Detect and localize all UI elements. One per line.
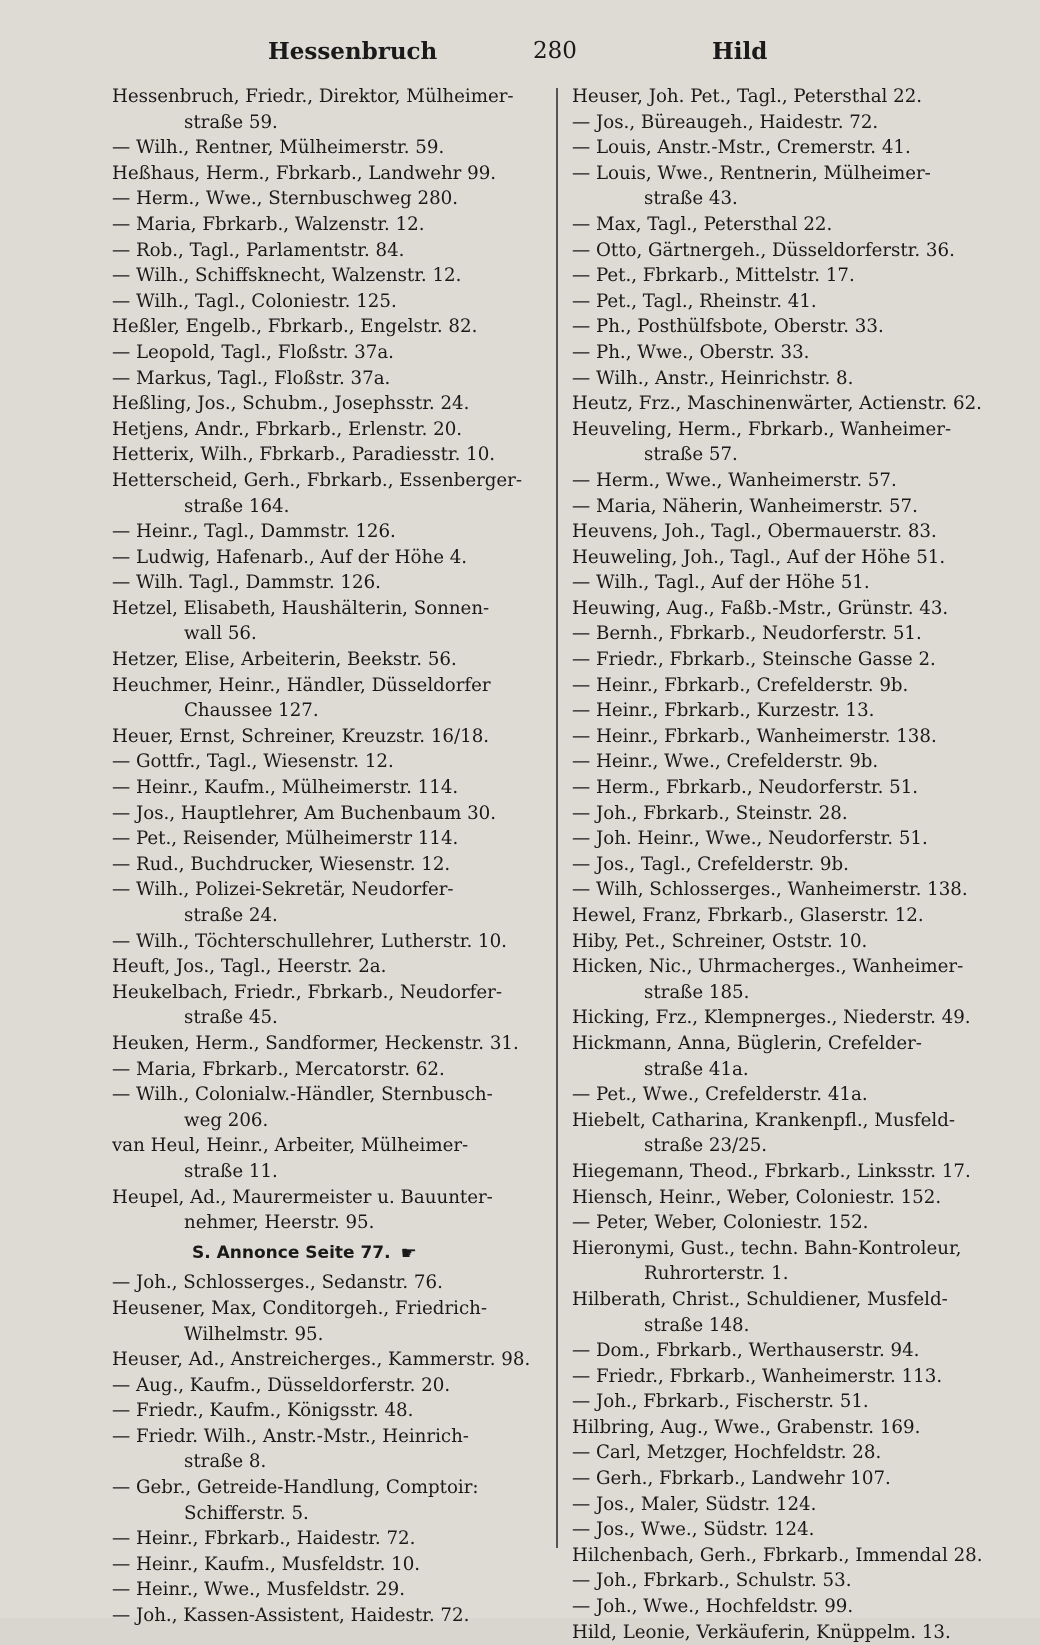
directory-line: Hild, Leonie, Verkäuferin, Knüppelm. 13. — [572, 1621, 951, 1643]
directory-line: Hieronymi, Gust., techn. Bahn-Kontroleur, — [572, 1237, 962, 1259]
annonce-text: S. Annonce Seite 77. — [192, 1242, 391, 1263]
directory-line: nehmer, Heerstr. 95. — [184, 1212, 375, 1234]
directory-line: — Jos., Maler, Südstr. 124. — [572, 1493, 817, 1515]
directory-line: Hetjens, Andr., Fbrkarb., Erlenstr. 20. — [112, 418, 463, 440]
directory-line: — Friedr. Wilh., Anstr.-Mstr., Heinrich- — [112, 1425, 469, 1447]
header-first-name: Hessenbruch — [268, 38, 438, 65]
left-entries — [112, 84, 552, 1236]
directory-line: — Dom., Fbrkarb., Werthauserstr. 94. — [572, 1340, 920, 1362]
directory-line: — Friedr., Fbrkarb., Wanheimerstr. 113. — [572, 1365, 943, 1387]
directory-line: Heuweling, Joh., Tagl., Auf der Höhe 51. — [572, 546, 946, 568]
directory-line: Hicking, Frz., Klempnerges., Niederstr. 49. — [572, 1007, 971, 1029]
directory-line: straße 148. — [644, 1314, 750, 1336]
directory-line: Hiby, Pet., Schreiner, Oststr. 10. — [572, 930, 868, 952]
left-column — [112, 84, 552, 1629]
directory-line: — Wilh., Polizei-Sekretär, Neudorfer- — [112, 879, 454, 901]
annonce-reference — [112, 1241, 552, 1267]
directory-line: — Herm., Wwe., Wanheimerstr. 57. — [572, 469, 897, 491]
directory-line: — Joh., Schlosserges., Sedanstr. 76. — [112, 1272, 443, 1294]
directory-line: — Joh. Heinr., Wwe., Neudorferstr. 51. — [572, 828, 928, 850]
directory-line: — Joh., Fbrkarb., Fischerstr. 51. — [572, 1391, 869, 1413]
column-divider — [556, 88, 558, 1548]
directory-line: — Wilh., Rentner, Mülheimerstr. 59. — [112, 137, 445, 159]
directory-line: straße 11. — [184, 1160, 278, 1182]
directory-line: Heßler, Engelb., Fbrkarb., Engelstr. 82. — [112, 316, 478, 338]
directory-line: Hickmann, Anna, Büglerin, Crefelder- — [572, 1032, 922, 1054]
pointing-hand-icon: ☛ — [400, 1242, 417, 1264]
directory-line: Heuwing, Aug., Faßb.-Mstr., Grünstr. 43. — [572, 597, 949, 619]
directory-line: — Ph., Wwe., Oberstr. 33. — [572, 341, 810, 363]
directory-line: — Pet., Fbrkarb., Mittelstr. 17. — [572, 265, 855, 287]
directory-line: — Gerh., Fbrkarb., Landwehr 107. — [572, 1468, 891, 1490]
directory-line: — Jos., Hauptlehrer, Am Buchenbaum 30. — [112, 802, 497, 824]
page-header — [0, 28, 1040, 68]
directory-line: — Heinr., Wwe., Crefelderstr. 9b. — [572, 751, 879, 773]
directory-line: Hetzer, Elise, Arbeiterin, Beekstr. 56. — [112, 649, 457, 671]
directory-line: Hiegemann, Theod., Fbrkarb., Linksstr. 17. — [572, 1160, 971, 1182]
directory-line: — Maria, Fbrkarb., Walzenstr. 12. — [112, 213, 425, 235]
page-number: 280 — [533, 38, 577, 64]
directory-line: — Joh., Kassen-Assistent, Haidestr. 72. — [112, 1605, 470, 1627]
directory-line: Wilhelmstr. 95. — [184, 1323, 324, 1345]
directory-line: — Joh., Wwe., Hochfeldstr. 99. — [572, 1596, 854, 1618]
directory-line: — Wilh, Schlosserges., Wanheimerstr. 138. — [572, 879, 968, 901]
directory-line: — Heinr., Fbrkarb., Wanheimerstr. 138. — [572, 725, 937, 747]
directory-line: — Friedr., Fbrkarb., Steinsche Gasse 2. — [572, 649, 936, 671]
directory-line: — Rud., Buchdrucker, Wiesenstr. 12. — [112, 853, 451, 875]
directory-line: Hetterix, Wilh., Fbrkarb., Paradiesstr. 10. — [112, 444, 496, 466]
directory-line: Hilchenbach, Gerh., Fbrkarb., Immendal 28. — [572, 1544, 983, 1566]
directory-line: — Carl, Metzger, Hochfeldstr. 28. — [572, 1442, 882, 1464]
directory-line: — Heinr., Fbrkarb., Kurzestr. 13. — [572, 700, 875, 722]
directory-line: — Louis, Anstr.-Mstr., Cremerstr. 41. — [572, 137, 911, 159]
directory-line: Hetzel, Elisabeth, Haushälterin, Sonnen- — [112, 597, 490, 619]
directory-line: — Wilh., Colonialw.-Händler, Sternbusch- — [112, 1084, 493, 1106]
directory-line: — Jos., Büreaugeh., Haidestr. 72. — [572, 111, 879, 133]
directory-line: Heuser, Ad., Anstreicherges., Kammerstr. 98. — [112, 1349, 531, 1371]
directory-line: Heutz, Frz., Maschinenwärter, Actienstr. 62. — [572, 393, 982, 415]
directory-line: Chaussee 127. — [184, 700, 319, 722]
directory-line: — Otto, Gärtnergeh., Düsseldorferstr. 36. — [572, 239, 955, 261]
directory-line: — Heinr., Tagl., Dammstr. 126. — [112, 521, 396, 543]
directory-line: — Heinr., Wwe., Musfeldstr. 29. — [112, 1579, 405, 1601]
directory-line: — Ph., Posthülfsbote, Oberstr. 33. — [572, 316, 884, 338]
directory-line: straße 24. — [184, 905, 278, 926]
directory-line: wall 56. — [184, 623, 257, 645]
directory-line: — Herm., Fbrkarb., Neudorferstr. 51. — [572, 777, 919, 799]
directory-line: — Pet., Reisender, Mülheimerstr 114. — [112, 828, 459, 850]
directory-line: — Herm., Wwe., Sternbuschweg 280. — [112, 188, 459, 210]
directory-line: — Maria, Fbrkarb., Mercatorstr. 62. — [112, 1058, 445, 1080]
directory-line: Heßhaus, Herm., Fbrkarb., Landwehr 99. — [112, 162, 497, 184]
directory-line: — Louis, Wwe., Rentnerin, Mülheimer- — [572, 162, 931, 184]
directory-line: Hessenbruch, Friedr., Direktor, Mülheimer- — [112, 86, 514, 107]
directory-line: — Wilh., Anstr., Heinrichstr. 8. — [572, 367, 854, 389]
directory-line: — Rob., Tagl., Parlamentstr. 84. — [112, 239, 405, 261]
directory-line: — Gebr., Getreide-Handlung, Comptoir: — [112, 1477, 479, 1499]
directory-line: Heuser, Joh. Pet., Tagl., Petersthal 22. — [572, 86, 923, 107]
right-entries — [572, 84, 1012, 1645]
directory-line: — Wilh., Tagl., Coloniestr. 125. — [112, 290, 397, 312]
directory-line: straße 23/25. — [644, 1135, 768, 1157]
directory-line: Heuft, Jos., Tagl., Heerstr. 2a. — [112, 956, 387, 978]
directory-line: — Markus, Tagl., Floßstr. 37a. — [112, 367, 391, 389]
directory-line: — Jos., Wwe., Südstr. 124. — [572, 1519, 815, 1541]
directory-line: Hewel, Franz, Fbrkarb., Glaserstr. 12. — [572, 905, 924, 926]
directory-line: — Peter, Weber, Coloniestr. 152. — [572, 1212, 869, 1234]
directory-line: — Ludwig, Hafenarb., Auf der Höhe 4. — [112, 546, 468, 568]
directory-line: straße 59. — [184, 111, 278, 133]
directory-line: — Wilh., Tagl., Auf der Höhe 51. — [572, 572, 870, 594]
directory-line: straße 164. — [184, 495, 290, 517]
directory-line: — Leopold, Tagl., Floßstr. 37a. — [112, 341, 394, 363]
directory-line: — Maria, Näherin, Wanheimerstr. 57. — [572, 495, 918, 517]
directory-line: Heupel, Ad., Maurermeister u. Bauunter- — [112, 1186, 493, 1208]
directory-line: Heuchmer, Heinr., Händler, Düsseldorfer — [112, 674, 491, 696]
directory-line: Hilberath, Christ., Schuldiener, Musfeld- — [572, 1288, 948, 1310]
directory-line: Hiensch, Heinr., Weber, Coloniestr. 152. — [572, 1186, 942, 1208]
directory-line: straße 43. — [644, 188, 738, 210]
directory-line: Heuer, Ernst, Schreiner, Kreuzstr. 16/18. — [112, 725, 490, 747]
header-last-name: Hild — [712, 38, 768, 65]
directory-line: — Heinr., Fbrkarb., Haidestr. 72. — [112, 1528, 416, 1550]
directory-line: — Friedr., Kaufm., Königsstr. 48. — [112, 1400, 414, 1422]
directory-line: — Wilh., Töchterschullehrer, Lutherstr. 10. — [112, 930, 507, 952]
directory-line: Hiebelt, Catharina, Krankenpfl., Musfeld- — [572, 1109, 956, 1131]
directory-line: — Aug., Kaufm., Düsseldorferstr. 20. — [112, 1374, 451, 1396]
directory-line: — Jos., Tagl., Crefelderstr. 9b. — [572, 853, 849, 875]
directory-line: Hilbring, Aug., Wwe., Grabenstr. 169. — [572, 1416, 921, 1438]
directory-line: — Joh., Fbrkarb., Schulstr. 53. — [572, 1570, 852, 1592]
directory-line: Heuvens, Joh., Tagl., Obermauerstr. 83. — [572, 521, 937, 543]
right-column — [572, 84, 1012, 1645]
directory-line: Heuken, Herm., Sandformer, Heckenstr. 31. — [112, 1032, 519, 1054]
directory-line: — Gottfr., Tagl., Wiesenstr. 12. — [112, 751, 394, 773]
directory-line: — Bernh., Fbrkarb., Neudorferstr. 51. — [572, 623, 922, 645]
directory-line: Hicken, Nic., Uhrmacherges., Wanheimer- — [572, 956, 964, 978]
directory-line: — Heinr., Kaufm., Musfeldstr. 10. — [112, 1553, 421, 1575]
directory-line: — Heinr., Kaufm., Mülheimerstr. 114. — [112, 777, 459, 799]
directory-line: straße 185. — [644, 981, 750, 1003]
directory-line: — Pet., Wwe., Crefelderstr. 41a. — [572, 1084, 868, 1106]
directory-line: Schifferstr. 5. — [184, 1502, 309, 1524]
directory-line: van Heul, Heinr., Arbeiter, Mülheimer- — [112, 1135, 469, 1157]
directory-line: Hetterscheid, Gerh., Fbrkarb., Essenberger- — [112, 469, 523, 491]
directory-line: Ruhrorterstr. 1. — [644, 1263, 789, 1285]
directory-line: — Joh., Fbrkarb., Steinstr. 28. — [572, 802, 848, 824]
directory-line: Heusener, Max, Conditorgeh., Friedrich- — [112, 1297, 488, 1319]
directory-line: straße 8. — [184, 1451, 267, 1473]
directory-line: — Wilh., Schiffsknecht, Walzenstr. 12. — [112, 265, 462, 287]
directory-line: Heuveling, Herm., Fbrkarb., Wanheimer- — [572, 418, 952, 440]
directory-line: Heukelbach, Friedr., Fbrkarb., Neudorfer- — [112, 981, 502, 1003]
directory-line: straße 41a. — [644, 1058, 749, 1080]
directory-line: Heßling, Jos., Schubm., Josephsstr. 24. — [112, 393, 470, 415]
directory-line: weg 206. — [184, 1109, 269, 1131]
directory-line: — Wilh. Tagl., Dammstr. 126. — [112, 572, 381, 594]
directory-line: — Max, Tagl., Petersthal 22. — [572, 213, 833, 235]
directory-line: straße 45. — [184, 1007, 278, 1029]
directory-line: — Heinr., Fbrkarb., Crefelderstr. 9b. — [572, 674, 909, 696]
left-entries-continued — [112, 1270, 552, 1628]
directory-line: straße 57. — [644, 444, 738, 466]
directory-line: — Pet., Tagl., Rheinstr. 41. — [572, 290, 817, 312]
